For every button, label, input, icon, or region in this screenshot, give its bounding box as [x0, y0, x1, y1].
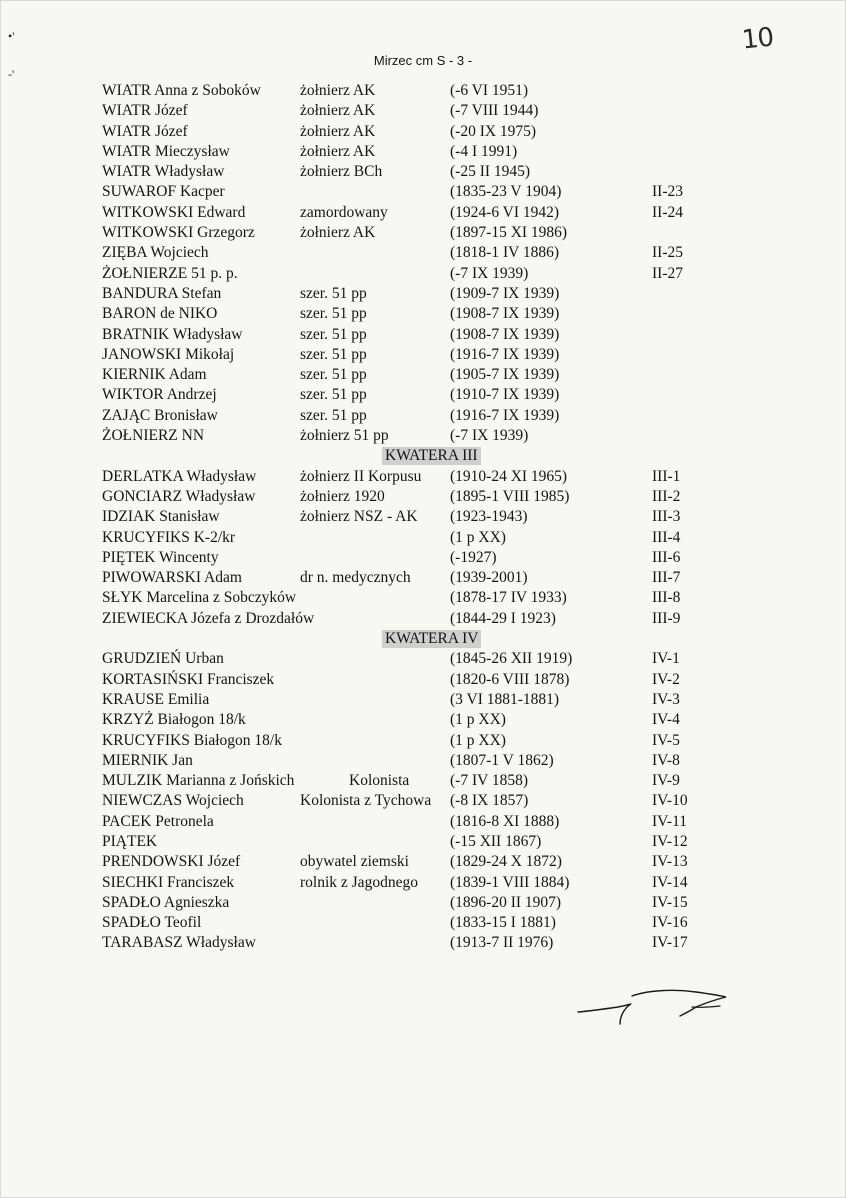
grave-code: IV-9	[652, 772, 680, 790]
register-row	[0, 731, 846, 751]
register-row	[0, 304, 846, 324]
life-dates: (-1927)	[450, 548, 497, 566]
person-name: KRAUSE Emilia	[102, 690, 210, 708]
register-row	[0, 264, 846, 284]
person-description: żołnierz 51 pp	[300, 427, 389, 445]
life-dates: (1939-2001)	[450, 569, 528, 587]
register-row	[0, 142, 846, 162]
grave-code: IV-14	[652, 873, 688, 891]
grave-code: IV-8	[652, 751, 680, 769]
person-description: szer. 51 pp	[300, 406, 367, 424]
person-name: KIERNIK Adam	[102, 366, 207, 384]
grave-code: IV-5	[652, 731, 680, 749]
person-description: żołnierz AK	[300, 224, 376, 242]
life-dates: (1897-15 XI 1986)	[450, 224, 568, 242]
register-row	[0, 182, 846, 202]
person-description: żołnierz NSZ - AK	[300, 508, 418, 526]
life-dates: (1835-23 V 1904)	[450, 183, 562, 201]
life-dates: (1908-7 IX 1939)	[450, 325, 560, 343]
register-row	[0, 385, 846, 405]
person-name: DERLATKA Władysław	[102, 467, 257, 485]
grave-code: IV-17	[652, 934, 688, 952]
register-row	[0, 771, 846, 791]
register-row	[0, 406, 846, 426]
person-name: ŻOŁNIERZE 51 p. p.	[102, 264, 238, 282]
register-row	[0, 568, 846, 588]
person-name: PIĘTEK Wincenty	[102, 548, 219, 566]
section-heading	[0, 446, 846, 466]
register-row	[0, 528, 846, 548]
grave-code: IV-15	[652, 893, 688, 911]
grave-code: II-27	[652, 264, 683, 282]
grave-code: II-24	[652, 203, 683, 221]
life-dates: (1923-1943)	[450, 508, 528, 526]
register-row	[0, 487, 846, 507]
life-dates: (-7 IV 1858)	[450, 772, 529, 790]
person-name: SIECHKI Franciszek	[102, 873, 235, 891]
life-dates: (1833-15 I 1881)	[450, 914, 556, 932]
person-name: WIATR Józef	[102, 122, 188, 140]
register-row	[0, 223, 846, 243]
person-name: WIATR Anna z Soboków	[102, 82, 261, 99]
burial-register-list	[0, 81, 846, 954]
register-row	[0, 670, 846, 690]
register-row	[0, 101, 846, 121]
life-dates: (1 p XX)	[450, 528, 506, 546]
person-description: żołnierz BCh	[300, 163, 383, 181]
register-row	[0, 426, 846, 446]
person-name: WIATR Mieczysław	[102, 142, 230, 160]
grave-code: III-7	[652, 569, 681, 587]
page-header: Mirzec cm S - 3 -	[373, 53, 473, 68]
register-row	[0, 507, 846, 527]
register-row	[0, 588, 846, 608]
life-dates: (1829-24 X 1872)	[450, 853, 562, 871]
life-dates: (1820-6 VIII 1878)	[450, 670, 570, 688]
person-description: żołnierz AK	[300, 142, 376, 160]
life-dates: (1845-26 XII 1919)	[450, 650, 573, 668]
person-name: ŻOŁNIERZ NN	[102, 427, 205, 445]
person-name: ZIEWIECKA Józefa z Drozdałów	[102, 609, 315, 627]
person-description: obywatel ziemski	[300, 853, 409, 871]
person-name: WIATR Józef	[102, 102, 188, 120]
signature-mark	[570, 978, 740, 1038]
person-name: BANDURA Stefan	[102, 284, 222, 302]
life-dates: (1910-24 XI 1965)	[450, 467, 568, 485]
grave-code: IV-3	[652, 690, 680, 708]
person-name: MULZIK Marianna z Jońskich	[102, 772, 295, 790]
register-row	[0, 162, 846, 182]
register-row	[0, 873, 846, 893]
person-name: KRUCYFIKS K-2/kr	[102, 528, 236, 546]
person-description: dr n. medycznych	[300, 569, 411, 587]
register-row	[0, 832, 846, 852]
grave-code: III-8	[652, 589, 681, 607]
handwritten-page-number: 10	[740, 22, 775, 56]
person-description: rolnik z Jagodnego	[300, 873, 418, 891]
person-description: zamordowany	[300, 203, 388, 221]
register-row	[0, 284, 846, 304]
grave-code: III-4	[652, 528, 681, 546]
grave-code: IV-10	[652, 792, 688, 810]
person-name: ZIĘBA Wojciech	[102, 244, 209, 262]
person-name: SUWAROF Kacper	[102, 183, 225, 201]
section-label: KWATERA III	[382, 447, 481, 465]
person-description: szer. 51 pp	[300, 386, 367, 404]
grave-code: IV-2	[652, 670, 680, 688]
register-row	[0, 365, 846, 385]
grave-code: III-9	[652, 609, 681, 627]
person-name: BARON de NIKO	[102, 305, 218, 323]
life-dates: (1909-7 IX 1939)	[450, 284, 560, 302]
register-row	[0, 812, 846, 832]
life-dates: (1807-1 V 1862)	[450, 751, 554, 769]
grave-code: IV-12	[652, 832, 688, 850]
life-dates: (1878-17 IV 1933)	[450, 589, 567, 607]
person-name: PRENDOWSKI Józef	[102, 853, 241, 871]
life-dates: (1 p XX)	[450, 731, 506, 749]
person-description: szer. 51 pp	[300, 345, 367, 363]
grave-code: IV-13	[652, 853, 688, 871]
person-description: żołnierz AK	[300, 122, 376, 140]
person-description: szer. 51 pp	[300, 366, 367, 384]
register-row	[0, 791, 846, 811]
register-row	[0, 345, 846, 365]
life-dates: (1905-7 IX 1939)	[450, 366, 560, 384]
grave-code: III-6	[652, 548, 681, 566]
person-name: IDZIAK Stanisław	[102, 508, 220, 526]
register-row	[0, 690, 846, 710]
person-name: SPADŁO Teofil	[102, 914, 202, 932]
person-name: PACEK Petronela	[102, 812, 214, 830]
grave-code: II-23	[652, 183, 683, 201]
grave-code: IV-11	[652, 812, 688, 830]
life-dates: (1924-6 VI 1942)	[450, 203, 560, 221]
register-row	[0, 325, 846, 345]
life-dates: (1916-7 IX 1939)	[450, 406, 560, 424]
grave-code: III-3	[652, 508, 681, 526]
life-dates: (3 VI 1881-1881)	[450, 690, 560, 708]
register-row	[0, 710, 846, 730]
register-row	[0, 243, 846, 263]
life-dates: (-7 IX 1939)	[450, 264, 529, 282]
register-row	[0, 81, 846, 101]
person-name: JANOWSKI Mikołaj	[102, 345, 235, 363]
person-name: NIEWCZAS Wojciech	[102, 792, 244, 810]
life-dates: (1908-7 IX 1939)	[450, 305, 560, 323]
life-dates: (1 p XX)	[450, 711, 506, 729]
scan-speck: -'	[8, 67, 15, 81]
section-heading	[0, 629, 846, 649]
person-name: KRUCYFIKS Białogon 18/k	[102, 731, 282, 749]
life-dates: (1910-7 IX 1939)	[450, 386, 560, 404]
person-description: żołnierz AK	[300, 82, 376, 99]
life-dates: (1839-1 VIII 1884)	[450, 873, 570, 891]
register-row	[0, 933, 846, 953]
register-row	[0, 203, 846, 223]
person-name: ZAJĄC Bronisław	[102, 406, 218, 424]
person-description: Kolonista z Tychowa	[300, 792, 432, 810]
life-dates: (1818-1 IV 1886)	[450, 244, 560, 262]
person-name: KRZYŻ Białogon 18/k	[102, 711, 246, 729]
grave-code: IV-4	[652, 711, 680, 729]
person-name: WITKOWSKI Edward	[102, 203, 246, 221]
register-row	[0, 609, 846, 629]
register-row	[0, 548, 846, 568]
life-dates: (1816-8 XI 1888)	[450, 812, 560, 830]
register-row	[0, 913, 846, 933]
life-dates: (-6 VI 1951)	[450, 82, 529, 99]
life-dates: (-4 I 1991)	[450, 142, 518, 160]
section-label: KWATERA IV	[382, 630, 481, 648]
person-name: MIERNIK Jan	[102, 751, 193, 769]
life-dates: (1844-29 I 1923)	[450, 609, 556, 627]
grave-code: IV-16	[652, 914, 688, 932]
person-name: WITKOWSKI Grzegorz	[102, 224, 255, 242]
life-dates: (-20 IX 1975)	[450, 122, 537, 140]
grave-code: III-1	[652, 467, 681, 485]
grave-code: III-2	[652, 487, 681, 505]
life-dates: (1896-20 II 1907)	[450, 893, 562, 911]
life-dates: (-7 VIII 1944)	[450, 102, 539, 120]
person-description: żołnierz 1920	[300, 487, 385, 505]
person-name: KORTASIŃSKI Franciszek	[102, 670, 275, 688]
person-description: szer. 51 pp	[300, 325, 367, 343]
person-name: SPADŁO Agnieszka	[102, 893, 230, 911]
register-row	[0, 751, 846, 771]
person-description: szer. 51 pp	[300, 284, 367, 302]
register-row	[0, 649, 846, 669]
register-row	[0, 852, 846, 872]
person-name: GRUDZIEŃ Urban	[102, 650, 224, 668]
scan-speck: •'	[8, 29, 15, 43]
person-name: WIKTOR Andrzej	[102, 386, 217, 404]
register-row	[0, 467, 846, 487]
life-dates: (-25 II 1945)	[450, 163, 531, 181]
register-row	[0, 122, 846, 142]
register-row	[0, 893, 846, 913]
grave-code: IV-1	[652, 650, 680, 668]
person-name: PIWOWARSKI Adam	[102, 569, 242, 587]
person-description: żołnierz AK	[300, 102, 376, 120]
person-description: Kolonista	[349, 772, 410, 790]
life-dates: (-7 IX 1939)	[450, 427, 529, 445]
person-name: SŁYK Marcelina z Sobczyków	[102, 589, 297, 607]
person-description: szer. 51 pp	[300, 305, 367, 323]
life-dates: (1895-1 VIII 1985)	[450, 487, 570, 505]
person-name: PIĄTEK	[102, 832, 158, 850]
person-name: WIATR Władysław	[102, 163, 225, 181]
person-name: GONCIARZ Władysław	[102, 487, 256, 505]
person-name: TARABASZ Władysław	[102, 934, 256, 952]
person-name: BRATNIK Władysław	[102, 325, 243, 343]
person-description: żołnierz II Korpusu	[300, 467, 422, 485]
life-dates: (-15 XII 1867)	[450, 832, 542, 850]
life-dates: (1913-7 II 1976)	[450, 934, 554, 952]
grave-code: II-25	[652, 244, 683, 262]
life-dates: (-8 IX 1857)	[450, 792, 529, 810]
life-dates: (1916-7 IX 1939)	[450, 345, 560, 363]
